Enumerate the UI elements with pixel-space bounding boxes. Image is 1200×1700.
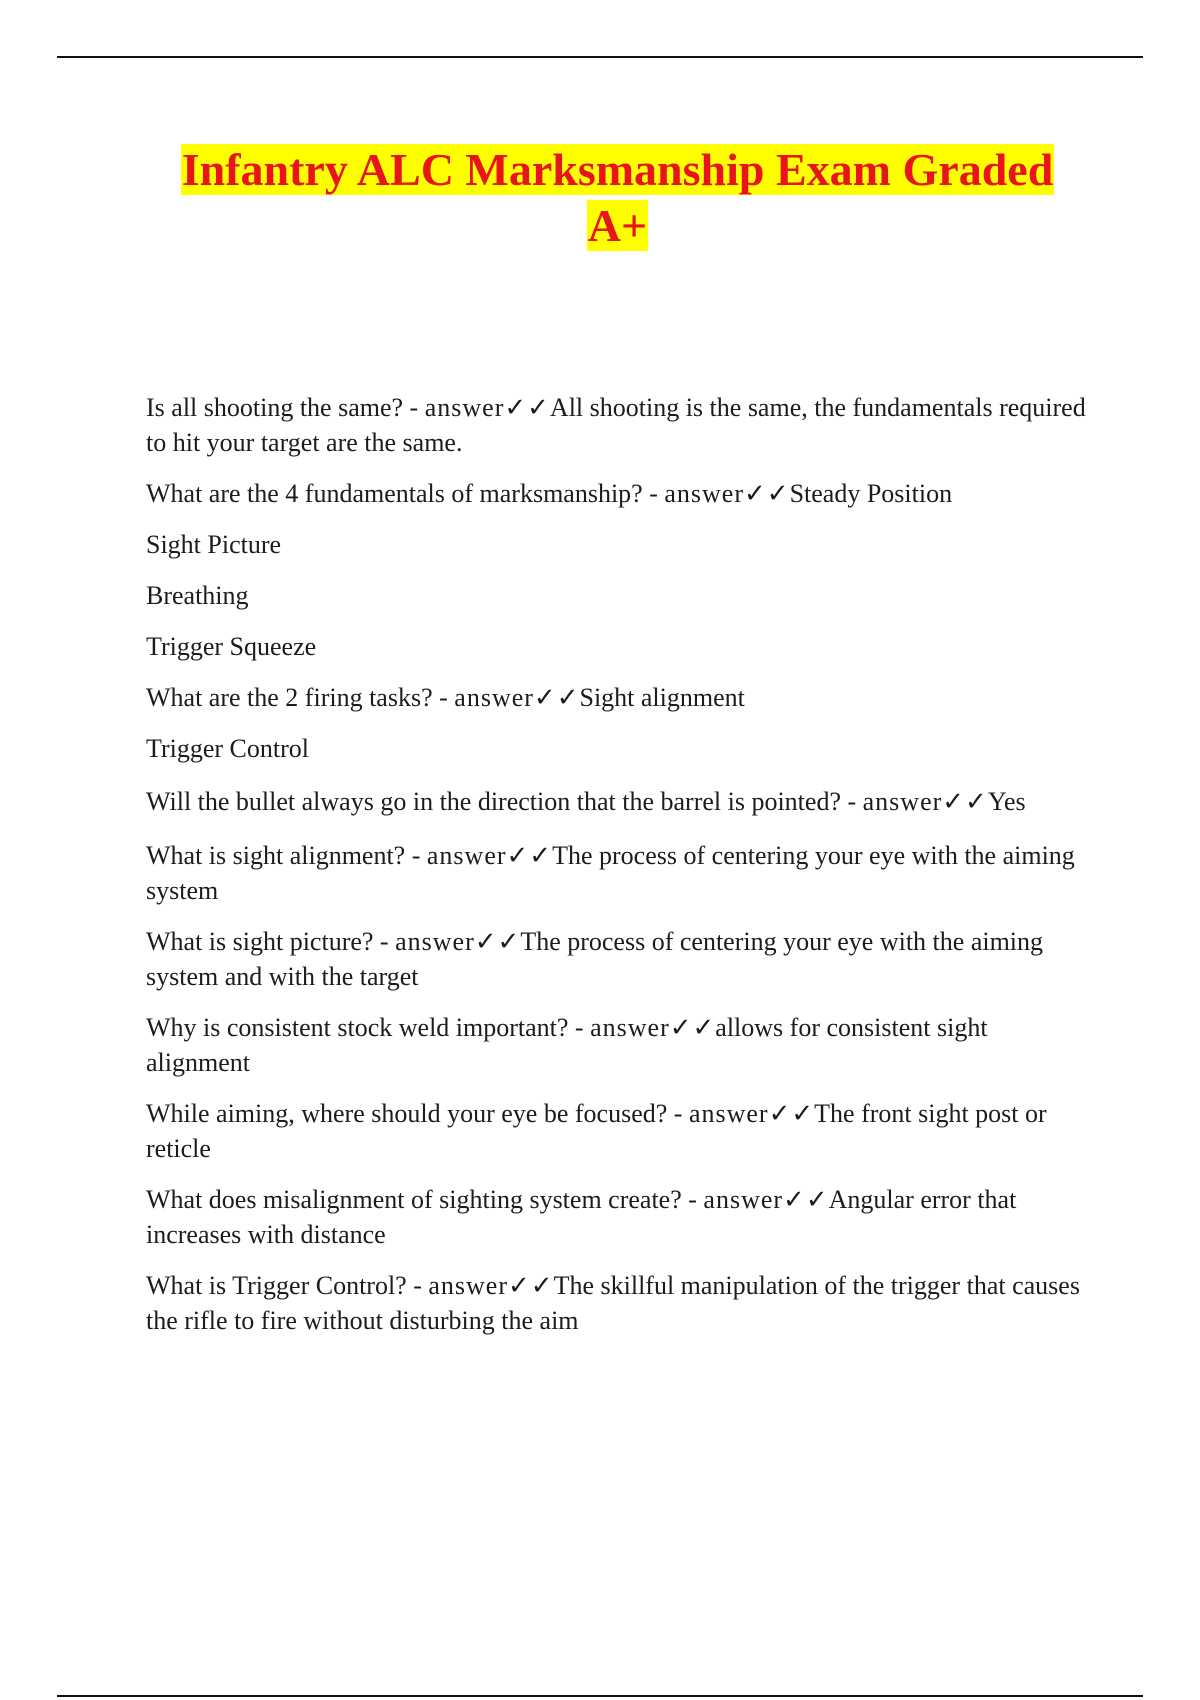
answer-text: All shooting is the same, the fundamentals required to hit your target are the same. — [146, 393, 1086, 457]
answer-text: The skillful manipulation of the trigger that causes the rifle to fire without disturbing the aim — [146, 1271, 1080, 1335]
answer-check-icon: answer✓✓ — [664, 479, 790, 508]
question-text: Will the bullet always go in the direction that the barrel is pointed? - — [146, 787, 863, 816]
question-text: While aiming, where should your eye be focused? - — [146, 1099, 689, 1128]
title-line-1: Infantry ALC Marksmanship Exam Graded — [181, 144, 1054, 195]
answer-text: allows for consistent sight alignment — [146, 1013, 988, 1077]
answer-check-icon: answer✓✓ — [590, 1013, 716, 1042]
question-text: What are the 4 fundamentals of marksmanship? - — [146, 479, 665, 508]
question-text: What is sight picture? - — [146, 927, 396, 956]
answer-text: Yes — [987, 787, 1026, 816]
answer-check-icon: answer✓✓ — [424, 393, 550, 422]
answer-check-icon: answer✓✓ — [426, 841, 553, 870]
answer-check-icon: answer✓✓ — [688, 1099, 815, 1128]
answer-text: Steady Position — [789, 479, 953, 508]
answer-text: The process of centering your eye with the aiming system — [146, 841, 1075, 905]
question-text: What are the 2 firing tasks? - — [146, 683, 455, 712]
header-rule — [57, 56, 1143, 58]
answer-check-icon: answer✓✓ — [862, 787, 988, 816]
answer-text: Angular error that increases with distance — [146, 1185, 1017, 1249]
qa-item — [146, 924, 1096, 994]
answer-continuation: Sight Picture — [146, 530, 282, 559]
title-line-2: A+ — [587, 200, 648, 251]
answer-check-icon: answer✓✓ — [454, 683, 580, 712]
question-text: What is sight alignment? - — [146, 841, 427, 870]
answer-check-icon: answer✓✓ — [395, 927, 521, 956]
qa-item — [146, 476, 1096, 511]
answer-continuation: Trigger Control — [146, 734, 309, 763]
qa-item — [146, 390, 1096, 460]
qa-item — [146, 782, 1096, 822]
qa-list — [146, 390, 1096, 1354]
answer-text: The process of centering your eye with the aiming system and with the target — [146, 927, 1044, 991]
document-title — [0, 142, 1200, 254]
question-text: Why is consistent stock weld important? - — [146, 1013, 591, 1042]
answer-text: Sight alignment — [579, 683, 745, 712]
qa-item — [146, 1182, 1096, 1252]
qa-item — [146, 838, 1096, 908]
qa-item — [146, 680, 1096, 715]
footer-rule — [57, 1695, 1143, 1697]
question-text: Is all shooting the same? - — [146, 393, 425, 422]
qa-item — [146, 1268, 1096, 1338]
qa-item — [146, 1010, 1096, 1080]
question-text: What is Trigger Control? - — [146, 1271, 429, 1300]
answer-continuation: Trigger Squeeze — [146, 632, 317, 661]
answer-continuation: Breathing — [146, 581, 249, 610]
qa-item — [146, 1096, 1096, 1166]
answer-check-icon: answer✓✓ — [428, 1271, 554, 1300]
answer-check-icon: answer✓✓ — [703, 1185, 829, 1214]
question-text: What does misalignment of sighting system create? - — [146, 1185, 704, 1214]
answer-text: The front sight post or reticle — [146, 1099, 1047, 1163]
